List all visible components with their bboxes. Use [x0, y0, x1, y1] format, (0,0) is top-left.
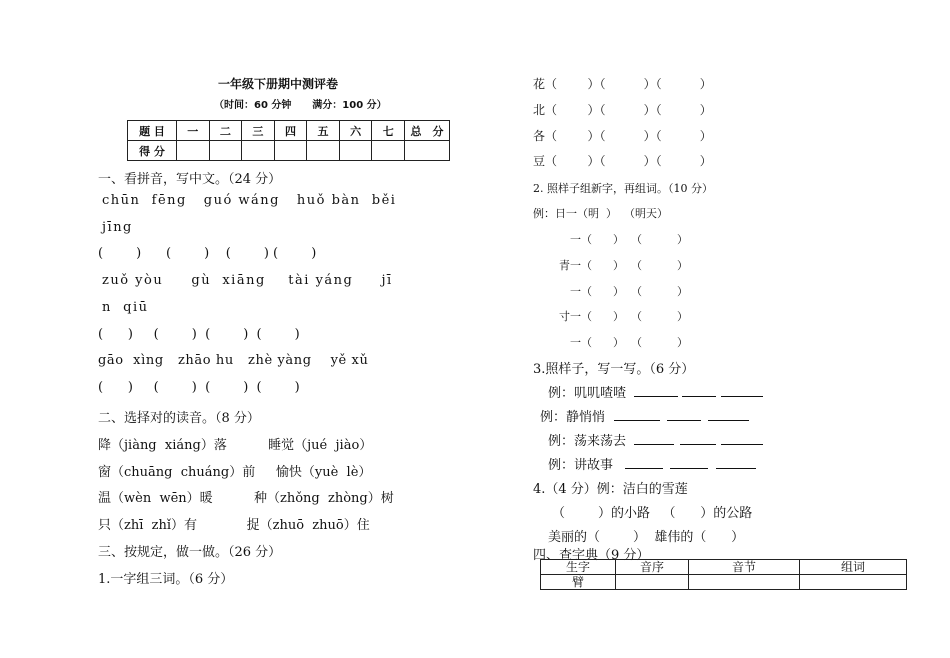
compose-line[interactable]: 一（ ） （ ）	[570, 285, 688, 298]
reading-choice-line[interactable]: 只（zhī zhǐ）有 捉（zhuō zhuō）住	[98, 518, 370, 533]
question-3-title: 3.照样子，写一写。（6 分）	[533, 362, 695, 377]
score-cell[interactable]	[307, 141, 340, 161]
score-cell[interactable]	[274, 141, 307, 161]
question-1-title: 1.一字组三词。（6 分）	[98, 572, 234, 587]
score-header-cell: 总 分	[405, 121, 450, 141]
example-line: 例：日一（明 ） （明天）	[533, 207, 668, 220]
dict-answer-cell[interactable]	[616, 575, 689, 590]
dict-header-cell: 音节	[689, 560, 800, 575]
word-line[interactable]: 花（ ）（ ）（ ）	[533, 77, 712, 91]
reading-choice-line[interactable]: 窗（chuāng chuáng）前 愉快（yuè lè）	[98, 465, 372, 480]
score-table	[127, 120, 450, 161]
write-blank[interactable]	[614, 420, 660, 421]
example-line: 例：荡来荡去	[548, 434, 627, 449]
write-blank[interactable]	[634, 396, 678, 397]
score-cell[interactable]	[177, 141, 210, 161]
reading-choice-line[interactable]: 降（jiàng xiáng）落 睡觉（jué jiào）	[98, 438, 373, 453]
write-blank[interactable]	[670, 468, 708, 469]
score-cell[interactable]	[372, 141, 405, 161]
section-1-title: 一、看拼音，写中文。（24 分）	[98, 172, 282, 187]
word-line[interactable]: 北（ ）（ ）（ ）	[533, 103, 712, 117]
write-blank[interactable]	[680, 444, 716, 445]
write-blank[interactable]	[721, 444, 763, 445]
write-blank[interactable]	[625, 468, 663, 469]
score-cell[interactable]	[209, 141, 242, 161]
section-2-title: 二、选择对的读音。（8 分）	[98, 411, 260, 426]
dict-answer-cell[interactable]	[800, 575, 907, 590]
pinyin-line: zuǒ yòu gù xiāng tài yáng jī	[102, 273, 393, 288]
section-3-title: 三、按规定，做一做。（26 分）	[98, 545, 282, 560]
section-4-title: 四、查字典（9 分）	[533, 548, 650, 563]
question-2-title: 2. 照样子组新字，再组词。（10 分）	[533, 182, 713, 195]
compose-line[interactable]: 寸一（ ） （ ）	[559, 310, 688, 323]
score-header-cell: 一	[177, 121, 210, 141]
score-header-cell: 题 目	[128, 121, 177, 141]
pinyin-line: jīng	[102, 220, 133, 235]
dict-header-cell: 音序	[616, 560, 689, 575]
dict-header-cell: 生字	[541, 560, 616, 575]
word-line[interactable]: 各（ ）（ ）（ ）	[533, 129, 712, 143]
answer-blanks[interactable]: ( ) ( ) ( ) ( )	[98, 327, 300, 342]
score-cell[interactable]	[242, 141, 275, 161]
dict-header-cell: 组词	[800, 560, 907, 575]
answer-blanks[interactable]: ( ) ( ) ( ) ( )	[98, 380, 300, 395]
pinyin-line: chūn fēng guó wáng huǒ bàn běi	[102, 193, 397, 208]
write-blank[interactable]	[716, 468, 756, 469]
score-header-cell: 四	[274, 121, 307, 141]
write-blank[interactable]	[634, 444, 674, 445]
score-header-cell: 七	[372, 121, 405, 141]
score-header-cell: 六	[339, 121, 372, 141]
score-cell[interactable]	[405, 141, 450, 161]
page-title: 一年级下册期中测评卷	[218, 77, 339, 91]
example-line: 例：静悄悄	[540, 410, 606, 425]
score-header-cell: 三	[242, 121, 275, 141]
reading-choice-line[interactable]: 温（wèn wēn）暖 种（zhǒng zhòng）树	[98, 491, 394, 506]
question-4-title: 4.（4 分）例：洁白的雪莲	[533, 482, 688, 497]
score-header-cell: 二	[209, 121, 242, 141]
word-line[interactable]: 豆（ ）（ ）（ ）	[533, 154, 712, 168]
score-header-cell: 五	[307, 121, 340, 141]
dictionary-table	[540, 559, 907, 590]
fill-phrase-line[interactable]: （ ）的小路 （ ）的公路	[552, 506, 753, 521]
dict-answer-cell[interactable]	[689, 575, 800, 590]
compose-line[interactable]: 青一（ ） （ ）	[559, 259, 688, 272]
example-line: 例：叽叽喳喳	[548, 386, 627, 401]
fill-phrase-line[interactable]: 美丽的（ ） 雄伟的（ ）	[548, 530, 745, 545]
page-subtitle: （时间：60 分钟 满分：100 分）	[214, 100, 387, 111]
write-blank[interactable]	[721, 396, 763, 397]
pinyin-line: n qiū	[102, 300, 149, 315]
write-blank[interactable]	[682, 396, 716, 397]
compose-line[interactable]: 一（ ） （ ）	[570, 233, 688, 246]
score-row-label: 得 分	[128, 141, 177, 161]
example-line: 例：讲故事	[548, 458, 614, 473]
dict-char-cell: 臂	[541, 575, 616, 590]
compose-line[interactable]: 一（ ） （ ）	[570, 336, 688, 349]
pinyin-line: gāo xìng zhāo hu zhè yàng yě xǔ	[98, 353, 369, 368]
write-blank[interactable]	[708, 420, 749, 421]
score-cell[interactable]	[339, 141, 372, 161]
answer-blanks[interactable]: ( ) ( ) ( ) ( )	[98, 246, 317, 261]
write-blank[interactable]	[667, 420, 701, 421]
